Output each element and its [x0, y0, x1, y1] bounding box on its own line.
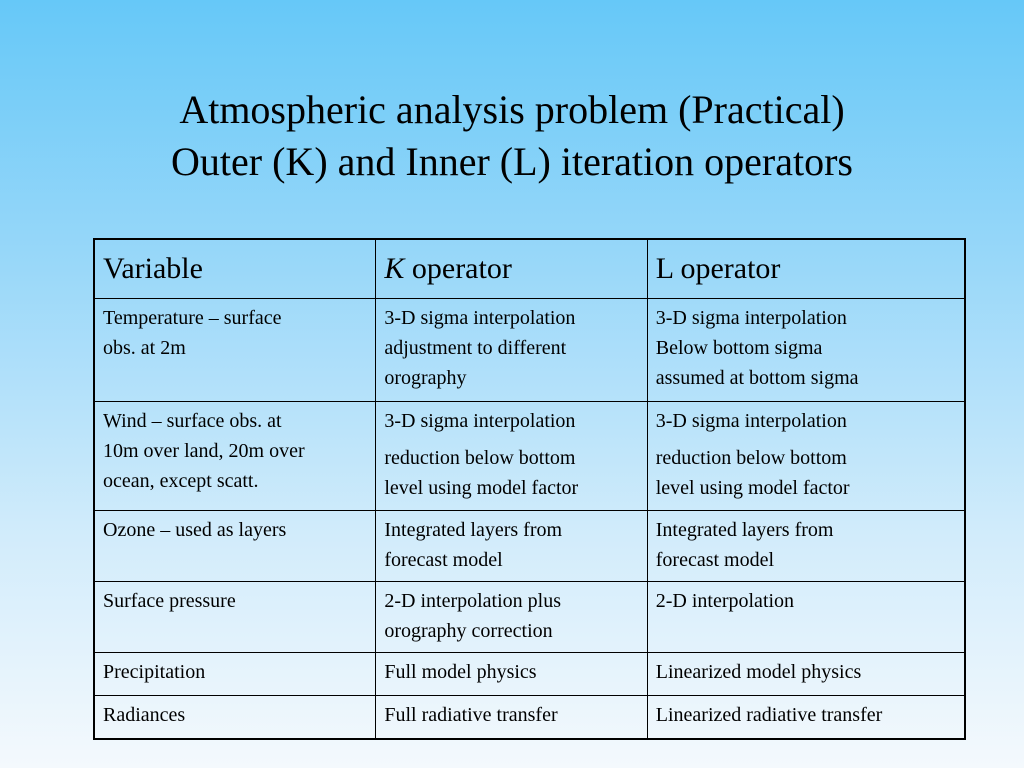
header-variable: Variable	[94, 239, 376, 299]
cell-line: Surface pressure	[103, 590, 236, 612]
cell-line: ocean, except scatt.	[103, 470, 259, 492]
table-row	[94, 299, 965, 402]
cell-line: 3-D sigma interpolation	[384, 410, 576, 432]
table-row	[94, 582, 965, 653]
cell-line: Linearized model physics	[655, 661, 862, 683]
cell-line: Integrated layers from	[655, 519, 834, 541]
cell-l-operator	[647, 299, 965, 402]
cell-k-operator	[376, 653, 647, 696]
cell-line: reduction below bottom	[384, 447, 576, 469]
cell-line: 3-D sigma interpolation	[384, 307, 576, 329]
cell-variable	[94, 582, 376, 653]
header-l-operator: L operator	[647, 239, 965, 299]
cell-line: 10m over land, 20m over	[103, 440, 305, 462]
cell-line: orography correction	[384, 620, 553, 642]
cell-l-operator	[647, 653, 965, 696]
table-row	[94, 696, 965, 740]
cell-line: 3-D sigma interpolation	[655, 307, 847, 329]
cell-line: Ozone – used as layers	[103, 519, 287, 541]
cell-l-operator	[647, 402, 965, 511]
table-row	[94, 402, 965, 511]
cell-line: obs. at 2m	[103, 337, 186, 359]
cell-l-operator	[647, 582, 965, 653]
cell-variable	[94, 402, 376, 511]
cell-line: level using model factor	[655, 477, 850, 499]
cell-variable	[94, 511, 376, 582]
cell-variable	[94, 653, 376, 696]
cell-variable	[94, 299, 376, 402]
cell-line: assumed at bottom sigma	[655, 367, 859, 389]
cell-line: Full model physics	[384, 661, 537, 683]
cell-line: adjustment to different	[384, 337, 567, 359]
cell-line: 2-D interpolation	[655, 590, 795, 612]
cell-k-operator	[376, 511, 647, 582]
cell-l-operator	[647, 511, 965, 582]
cell-line: Full radiative transfer	[384, 704, 558, 726]
table-header-row	[94, 239, 965, 299]
header-k-letter: K	[384, 252, 405, 285]
cell-line: forecast model	[655, 549, 775, 571]
title-line-2: Outer (K) and Inner (L) iteration operators	[171, 139, 853, 184]
table-row	[94, 653, 965, 696]
title-line-1: Atmospheric analysis problem (Practical)	[179, 87, 845, 132]
header-k-rest: operator	[404, 252, 512, 285]
table-row	[94, 511, 965, 582]
operators-table	[93, 238, 966, 740]
cell-line: 2-D interpolation plus	[384, 590, 561, 612]
cell-k-operator	[376, 299, 647, 402]
cell-line: Wind – surface obs. at	[103, 410, 282, 432]
cell-line: 3-D sigma interpolation	[655, 410, 847, 432]
cell-line: Below bottom sigma	[655, 337, 823, 359]
cell-line: reduction below bottom	[655, 447, 847, 469]
cell-line: forecast model	[384, 549, 503, 571]
cell-line: Precipitation	[103, 661, 206, 683]
cell-k-operator	[376, 402, 647, 511]
cell-k-operator	[376, 696, 647, 740]
cell-k-operator	[376, 582, 647, 653]
cell-line: Radiances	[103, 704, 186, 726]
cell-l-operator	[647, 696, 965, 740]
header-k-operator	[376, 239, 647, 299]
cell-line: Integrated layers from	[384, 519, 563, 541]
cell-line: orography	[384, 367, 467, 389]
cell-line: Temperature – surface	[103, 307, 282, 329]
cell-line: Linearized radiative transfer	[655, 704, 883, 726]
slide-title	[0, 84, 1024, 188]
cell-line: level using model factor	[384, 477, 579, 499]
cell-variable	[94, 696, 376, 740]
